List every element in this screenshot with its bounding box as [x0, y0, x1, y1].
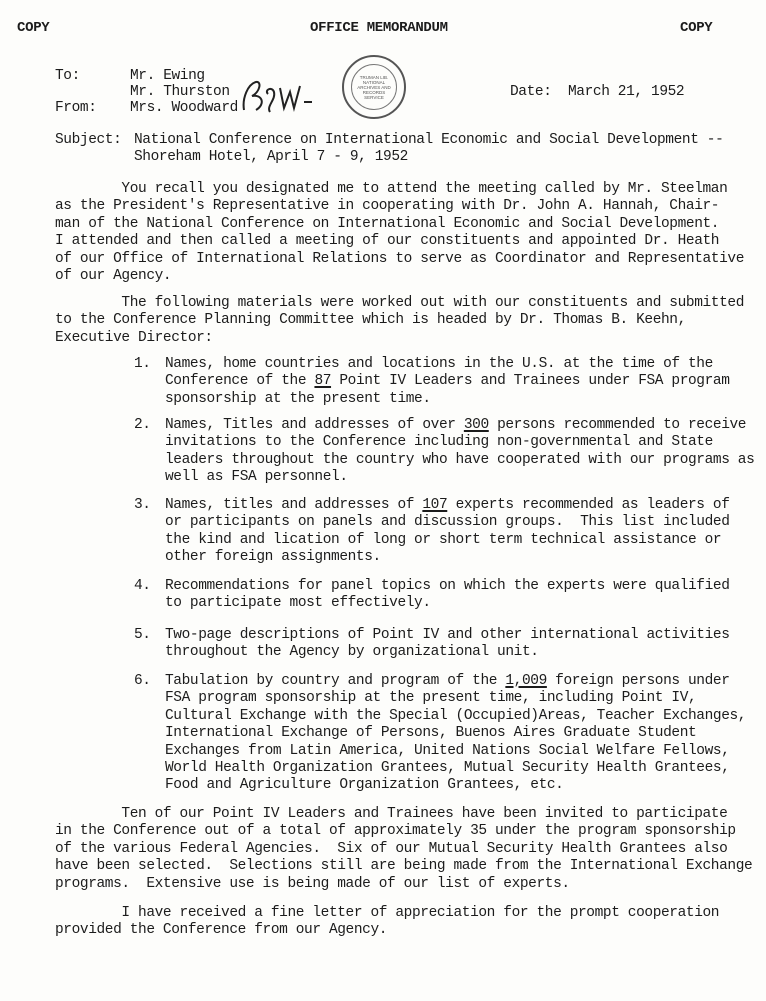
list-item-text	[165, 627, 730, 662]
list-item-line	[165, 497, 730, 514]
list-item-line	[165, 391, 730, 408]
list-item-line	[165, 708, 746, 725]
list-item-line	[165, 417, 754, 434]
to-label: To:	[55, 68, 80, 84]
list-item-line	[165, 725, 746, 742]
list-item-number: 4.	[134, 578, 151, 594]
paragraph-line: I have received a fine letter of appreciation for the prompt cooperation	[55, 905, 720, 921]
text-segment: Exchanges from Latin America, United Nations Social Welfare Fellows,	[165, 742, 730, 759]
text-segment: Names, titles and addresses of	[165, 497, 423, 513]
list-item-line	[165, 690, 746, 707]
list-item-line	[165, 514, 730, 531]
list-item-line	[165, 373, 730, 390]
paragraph-3	[55, 806, 752, 893]
underlined-count: 1,009	[505, 673, 547, 689]
memo-title: OFFICE MEMORANDUM	[310, 20, 448, 36]
from-label: From:	[55, 100, 97, 116]
paragraph-4	[55, 905, 719, 940]
text-segment: Tabulation by country and program of the	[165, 673, 506, 689]
date-value: March 21, 1952	[568, 84, 685, 100]
text-segment: the kind and lication of long or short term technical assistance or	[165, 531, 722, 548]
list-item-number: 2.	[134, 417, 151, 433]
list-item-text	[165, 578, 730, 613]
list-item-line	[165, 627, 730, 644]
copy-mark-right: COPY	[680, 20, 713, 36]
paragraph-2	[55, 295, 744, 347]
text-segment: to participate most effectively.	[165, 595, 431, 612]
list-item-text	[165, 417, 754, 487]
text-segment: other foreign assignments.	[165, 549, 381, 566]
list-item-line	[165, 673, 746, 690]
list-item-line	[165, 549, 730, 566]
list-item-number: 5.	[134, 627, 151, 643]
list-item-text	[165, 356, 730, 408]
text-segment: well as FSA personnel.	[165, 469, 348, 486]
text-segment: or participants on panels and discussion groups. This list included	[165, 514, 730, 531]
list-item-line	[165, 578, 730, 595]
text-segment: Names, home countries and locations in the U.S. at the time of the	[165, 356, 713, 372]
text-segment: leaders throughout the country who have cooperated with our programs as	[165, 451, 755, 468]
text-segment: FSA program sponsorship at the present time, including Point IV,	[165, 690, 697, 707]
underlined-count: 107	[422, 497, 448, 513]
paragraph-line: programs. Extensive use is being made of our list of experts.	[55, 875, 570, 892]
to-recipient-1: Mr. Ewing	[130, 68, 205, 84]
list-item-number: 1.	[134, 356, 151, 372]
paragraph-line: in the Conference out of a total of approximately 35 under the program sponsorship	[55, 823, 736, 840]
list-item-line	[165, 760, 746, 777]
paragraph-line: I attended and then called a meeting of our constituents and appointed Dr. Heath	[55, 233, 720, 250]
text-segment: Two-page descriptions of Point IV and other international activities	[165, 627, 730, 643]
paragraph-line: of our Office of International Relations to serve as Coordinator and Representative	[55, 250, 745, 267]
list-item-line	[165, 452, 754, 469]
paragraph-line: of the various Federal Agencies. Six of our Mutual Security Health Grantees also	[55, 840, 728, 857]
text-segment: Recommendations for panel topics on which the experts were qualified	[165, 578, 730, 594]
from-name: Mrs. Woodward	[130, 100, 238, 116]
list-item-line	[165, 595, 730, 612]
list-item-text	[165, 497, 730, 567]
archive-stamp	[342, 55, 406, 119]
list-item-line	[165, 434, 754, 451]
text-segment: International Exchange of Persons, Buenos Aires Graduate Student	[165, 725, 697, 742]
text-segment: experts recommended as leaders of	[447, 497, 730, 513]
text-segment: Point IV Leaders and Trainees under FSA program	[331, 373, 730, 390]
text-segment: World Health Organization Grantees, Mutual Security Health Grantees,	[165, 760, 730, 777]
paragraph-line: You recall you designated me to attend the meeting called by Mr. Steelman	[55, 181, 728, 197]
list-item-line	[165, 356, 730, 373]
subject-line-2: Shoreham Hotel, April 7 - 9, 1952	[134, 149, 408, 165]
underlined-count: 300	[463, 417, 489, 433]
underlined-count: 87	[314, 373, 332, 390]
text-segment: persons recommended to receive	[488, 417, 747, 433]
handwritten-initials	[236, 70, 318, 116]
paragraph-line: Ten of our Point IV Leaders and Trainees have been invited to participate	[55, 806, 728, 822]
list-item-line	[165, 777, 746, 794]
date-label: Date:	[510, 84, 552, 100]
list-item-number: 3.	[134, 497, 151, 513]
copy-mark-left: COPY	[17, 20, 50, 36]
text-segment: invitations to the Conference including non-governmental and State	[165, 434, 713, 451]
text-segment: Cultural Exchange with the Special (Occupied)Areas, Teacher Exchanges,	[165, 707, 747, 724]
text-segment: Food and Agriculture Organization Grantees, etc.	[165, 777, 564, 794]
paragraph-line: man of the National Conference on International Economic and Social Development.	[55, 215, 720, 232]
text-segment: throughout the Agency by organizational unit.	[165, 644, 539, 661]
to-recipient-2: Mr. Thurston	[130, 84, 230, 100]
text-segment: foreign persons under	[546, 673, 730, 689]
text-segment: Names, Titles and addresses of over	[165, 417, 464, 433]
paragraph-line: to the Conference Planning Committee which is headed by Dr. Thomas B. Keehn,	[55, 312, 686, 329]
paragraph-line: provided the Conference from our Agency.	[55, 922, 388, 939]
subject-line-1: National Conference on International Economic and Social Development --	[134, 132, 724, 148]
paragraph-line: of our Agency.	[55, 268, 172, 285]
paragraph-line: have been selected. Selections still are being made from the International Exchange	[55, 858, 753, 875]
text-segment: Conference of the	[165, 373, 315, 390]
subject-label: Subject:	[55, 132, 122, 148]
list-item-text	[165, 673, 746, 795]
paragraph-line: Executive Director:	[55, 329, 213, 346]
list-item-line	[165, 469, 754, 486]
list-item-line	[165, 743, 746, 760]
paragraph-1	[55, 181, 744, 285]
list-item-line	[165, 532, 730, 549]
archive-stamp-inner: TRUMAN LIB. NATIONAL ARCHIVES AND RECORDS SERVICE	[351, 64, 397, 110]
paragraph-line: as the President's Representative in cooperating with Dr. John A. Hannah, Chair-	[55, 198, 720, 215]
list-item-number: 6.	[134, 673, 151, 689]
text-segment: sponsorship at the present time.	[165, 390, 431, 407]
list-item-line	[165, 644, 730, 661]
paragraph-line: The following materials were worked out with our constituents and submitted	[55, 295, 745, 311]
